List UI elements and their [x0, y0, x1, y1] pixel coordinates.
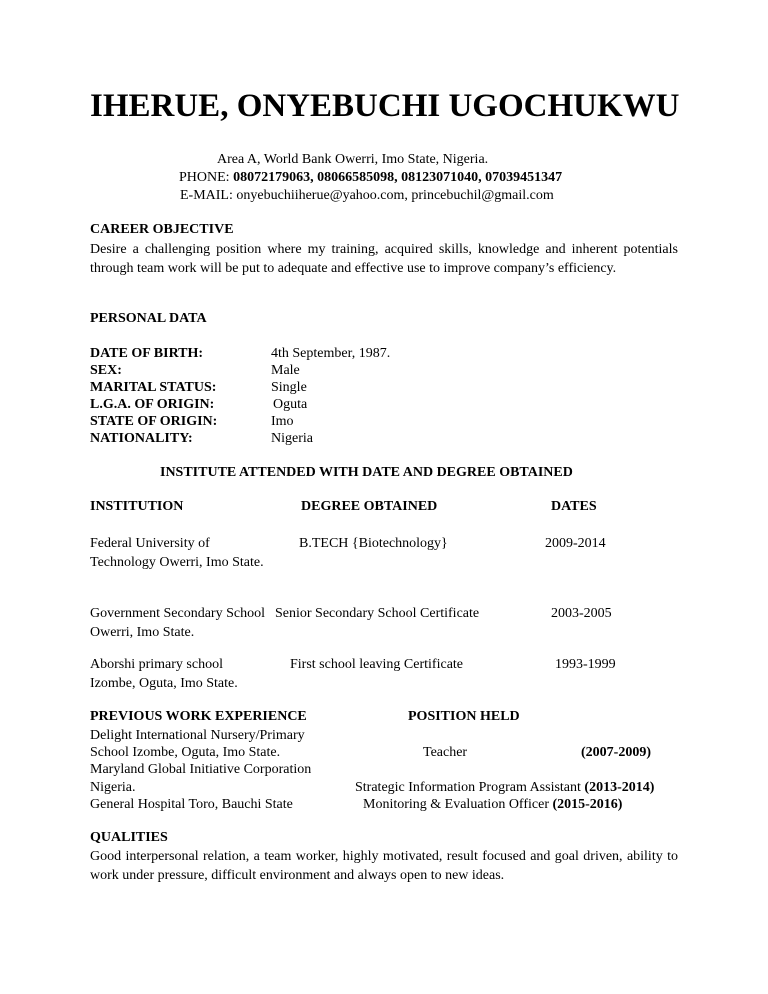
- email-line: [180, 187, 554, 205]
- institution-3: Aborshi primary school Izombe, Oguta, Imo State.: [90, 657, 238, 691]
- institution-1: Federal University of Technology Owerri, Imo State.: [90, 536, 264, 570]
- state-origin-label: STATE OF ORIGIN:: [90, 414, 218, 429]
- state-origin-value: Imo: [271, 414, 294, 429]
- col-dates-header: DATES: [551, 499, 597, 514]
- employer-2-line1: Maryland Global Initiative Corporation: [90, 762, 312, 777]
- email-label: E-MAIL:: [180, 188, 233, 203]
- position-3: [363, 795, 622, 814]
- email-addresses: onyebuchiiherue@yahoo.com, princebuchil@gmail.com: [236, 188, 554, 203]
- degree-1: B.TECH {Biotechnology}: [299, 536, 448, 551]
- lga-label: L.G.A. OF ORIGIN:: [90, 397, 215, 412]
- position-1: Teacher: [423, 745, 468, 760]
- employer-1-line1: Delight International Nursery/Primary: [90, 728, 305, 743]
- nationality-label: NATIONALITY:: [90, 431, 193, 446]
- employer-2-line2: Nigeria.: [90, 780, 136, 795]
- education-heading: INSTITUTE ATTENDED WITH DATE AND DEGREE OBTAINED: [160, 465, 573, 480]
- dates-3: 1993-1999: [555, 657, 616, 672]
- position-3-dates: (2015-2016): [552, 797, 623, 812]
- position-2-dates: (2013-2014): [584, 780, 655, 795]
- nationality-value: Nigeria: [271, 431, 313, 446]
- institution-2: Government Secondary School Owerri, Imo State.: [90, 606, 265, 640]
- sex-value: Male: [271, 363, 300, 378]
- qualities-text: Good interpersonal relation, a team worker, highly motivated, result focused and goal driven, ability to work under pressure, difficult environment and always open to new ideas.: [90, 849, 678, 883]
- col-degree-header: DEGREE OBTAINED: [301, 499, 438, 514]
- sex-label: SEX:: [90, 363, 122, 378]
- employer-1-line2: School Izombe, Oguta, Imo State.: [90, 745, 281, 760]
- dates-1: 2009-2014: [545, 536, 606, 551]
- phone-numbers: 08072179063, 08066585098, 08123071040, 07039451347: [233, 170, 563, 185]
- address-line: Area A, World Bank Owerri, Imo State, Nigeria.: [217, 152, 489, 167]
- employer-3-line1: General Hospital Toro, Bauchi State: [90, 797, 293, 812]
- phone-label: PHONE:: [179, 170, 230, 185]
- dob-label: DATE OF BIRTH:: [90, 346, 204, 361]
- position-1-dates: (2007-2009): [581, 745, 651, 760]
- dob-value: 4th September, 1987.: [271, 346, 391, 361]
- lga-value: Oguta: [273, 397, 308, 412]
- phone-line: [179, 169, 562, 187]
- marital-status-label: MARITAL STATUS:: [90, 380, 217, 395]
- work-heading: PREVIOUS WORK EXPERIENCE: [90, 709, 307, 724]
- position-2-title: Strategic Information Program Assistant: [355, 780, 581, 795]
- col-institution-header: INSTITUTION: [90, 499, 184, 514]
- candidate-name: IHERUE, ONYEBUCHI UGOCHUKWU: [90, 88, 680, 124]
- marital-status-value: Single: [271, 380, 307, 395]
- position-heading: POSITION HELD: [408, 709, 520, 724]
- degree-3: First school leaving Certificate: [290, 657, 464, 672]
- position-3-title: Monitoring & Evaluation Officer: [363, 797, 549, 812]
- career-objective-heading: CAREER OBJECTIVE: [90, 222, 234, 237]
- degree-2: Senior Secondary School Certificate: [275, 606, 480, 621]
- qualities-heading: QUALITIES: [90, 830, 168, 845]
- career-objective-text: Desire a challenging position where my training, acquired skills, knowledge and inherent potentials through team work will be put to adequate and effective use to improve company’s efficiency.: [90, 242, 678, 276]
- dates-2: 2003-2005: [551, 606, 612, 621]
- personal-data-heading: PERSONAL DATA: [90, 311, 207, 326]
